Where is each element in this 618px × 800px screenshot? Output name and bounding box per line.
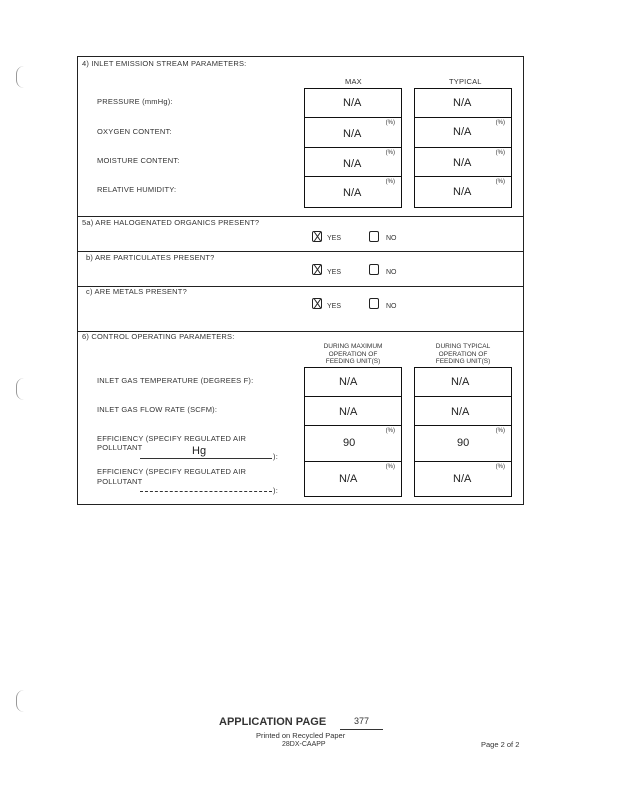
col-max-header: MAX (345, 77, 362, 86)
halogenated-no-checkbox[interactable] (369, 231, 379, 242)
application-page-label: APPLICATION PAGE (219, 716, 327, 728)
moisture-typical-cell[interactable] (415, 148, 511, 177)
question-5c: c) ARE METALS PRESENT? (86, 287, 187, 296)
pressure-typical-cell[interactable] (415, 89, 511, 118)
efficiency-2-typical-cell[interactable] (415, 462, 511, 496)
row-label-efficiency-2-line2: POLLUTANT (97, 477, 143, 486)
pct-unit: (%) (495, 150, 505, 156)
header-line: FEEDING UNIT(S) (325, 358, 381, 365)
section4-max-column (304, 88, 402, 208)
pct-unit: (%) (385, 120, 395, 126)
pct-unit: (%) (495, 464, 505, 470)
moisture-max-cell[interactable] (305, 148, 401, 177)
section-6-title: 6) CONTROL OPERATING PARAMETERS: (82, 332, 235, 341)
header-line: DURING TYPICAL (435, 343, 491, 350)
inlet-temp-typical-value: N/A (451, 376, 470, 388)
close-paren: ): (273, 452, 278, 461)
efficiency-1-max-cell[interactable] (305, 426, 401, 462)
no-label: NO (386, 235, 397, 242)
efficiency-2-max-cell[interactable] (305, 462, 401, 496)
row-label-efficiency-1-line2: POLLUTANT (97, 443, 143, 452)
moisture-max-value: N/A (343, 158, 362, 170)
pct-unit: (%) (385, 150, 395, 156)
row-label-moisture: MOISTURE CONTENT: (97, 156, 180, 165)
no-label: NO (386, 269, 397, 276)
page-number-underline (340, 729, 383, 730)
binder-hole-mark (16, 378, 25, 400)
divider (77, 251, 524, 252)
flow-rate-max-value: N/A (339, 406, 358, 418)
yes-label: YES (327, 235, 342, 242)
recycled-paper-note: Printed on Recycled Paper (256, 731, 346, 740)
pollutant-value-1[interactable]: Hg (192, 445, 207, 457)
header-line: OPERATION OF (328, 350, 378, 358)
inlet-temp-typical-cell[interactable] (415, 368, 511, 397)
humidity-typical-cell[interactable] (415, 177, 511, 206)
particulates-no-checkbox[interactable] (369, 264, 379, 275)
pollutant-underline (140, 458, 272, 459)
binder-hole-mark (16, 690, 25, 712)
humidity-max-value: N/A (343, 187, 362, 199)
metals-no-checkbox[interactable] (369, 298, 379, 309)
oxygen-max-cell[interactable] (305, 118, 401, 148)
flow-rate-typical-value: N/A (451, 406, 470, 418)
row-label-efficiency-1: EFFICIENCY (SPECIFY REGULATED AIR (97, 434, 247, 443)
yes-label: YES (327, 269, 342, 276)
pct-unit: (%) (495, 428, 505, 434)
question-5a: 5a) ARE HALOGENATED ORGANICS PRESENT? (82, 218, 260, 227)
oxygen-typical-cell[interactable] (415, 118, 511, 148)
header-line: DURING MAXIMUM (323, 343, 383, 350)
row-label-flow-rate: INLET GAS FLOW RATE (SCFM): (97, 405, 218, 414)
pressure-max-value: N/A (343, 97, 362, 109)
pct-unit: (%) (385, 464, 395, 470)
oxygen-max-value: N/A (343, 128, 362, 140)
flow-rate-max-cell[interactable] (305, 397, 401, 426)
inlet-temp-max-value: N/A (339, 376, 358, 388)
section6-typical-column (414, 367, 512, 497)
row-label-humidity: RELATIVE HUMIDITY: (97, 185, 177, 194)
pct-unit: (%) (495, 120, 505, 126)
efficiency-1-max-value: 90 (343, 437, 356, 449)
flow-rate-typical-cell[interactable] (415, 397, 511, 426)
efficiency-1-typical-value: 90 (457, 437, 470, 449)
inlet-temp-max-cell[interactable] (305, 368, 401, 397)
pressure-max-cell[interactable] (305, 89, 401, 118)
application-page-number: 377 (354, 716, 370, 726)
pct-unit: (%) (495, 179, 505, 185)
row-label-efficiency-2: EFFICIENCY (SPECIFY REGULATED AIR (97, 467, 247, 476)
metals-yes-checkbox[interactable] (312, 298, 322, 309)
efficiency-2-typical-value: N/A (453, 473, 472, 485)
divider (77, 216, 524, 217)
yes-label: YES (327, 303, 342, 310)
pct-unit: (%) (385, 428, 395, 434)
row-label-pressure: PRESSURE (mmHg): (97, 97, 173, 106)
pct-unit: (%) (385, 179, 395, 185)
halogenated-yes-checkbox[interactable] (312, 231, 322, 242)
form-id: 28DX-CAAPP (282, 741, 326, 748)
efficiency-1-typical-cell[interactable] (415, 426, 511, 462)
question-5b: b) ARE PARTICULATES PRESENT? (86, 253, 215, 262)
humidity-max-cell[interactable] (305, 177, 401, 206)
efficiency-2-max-value: N/A (339, 473, 358, 485)
header-line: FEEDING UNIT(S) (435, 358, 491, 365)
close-paren: ): (273, 486, 278, 495)
section6-max-column (304, 367, 402, 497)
humidity-typical-value: N/A (453, 186, 472, 198)
col-typical-header-6 (414, 343, 512, 366)
section-4-title: 4) INLET EMISSION STREAM PARAMETERS: (82, 59, 247, 68)
col-max-header-6 (304, 343, 402, 366)
pressure-typical-value: N/A (453, 97, 472, 109)
oxygen-typical-value: N/A (453, 126, 472, 138)
particulates-yes-checkbox[interactable] (312, 264, 322, 275)
pollutant-underline (140, 491, 272, 492)
row-label-inlet-temp: INLET GAS TEMPERATURE (DEGREES F): (97, 376, 254, 385)
section4-typical-column (414, 88, 512, 208)
no-label: NO (386, 303, 397, 310)
page-count: Page 2 of 2 (481, 740, 520, 749)
moisture-typical-value: N/A (453, 157, 472, 169)
binder-hole-mark (16, 66, 25, 88)
col-typical-header: TYPICAL (449, 77, 482, 86)
row-label-oxygen: OXYGEN CONTENT: (97, 127, 172, 136)
header-line: OPERATION OF (438, 350, 488, 358)
